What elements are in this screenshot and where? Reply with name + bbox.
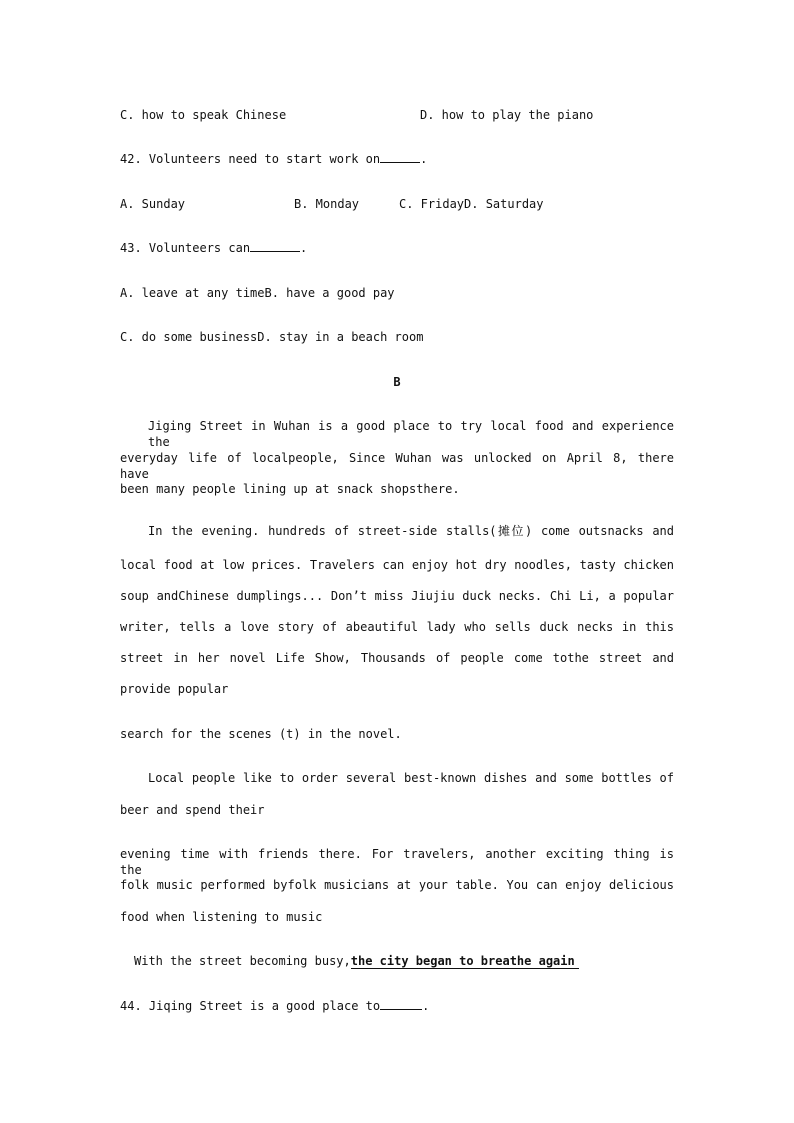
q42-end: . bbox=[420, 152, 428, 166]
q43-option-cd: C. do some businessD. stay in a beach room bbox=[120, 330, 424, 344]
paragraph-2-line-2: local food at low prices. Travelers can enjoy hot dry noodles, tasty chicken bbox=[120, 558, 674, 572]
q42-answer-blank bbox=[380, 151, 420, 163]
q44-end: . bbox=[422, 999, 430, 1013]
q44-stem: 44. Jiqing Street is a good place to bbox=[120, 999, 381, 1013]
paragraph-1-line-3: been many people lining up at snack shopsthere. bbox=[120, 482, 460, 496]
q42-option-cd: C. FridayD. Saturday bbox=[399, 197, 544, 211]
q44-stem-line bbox=[120, 998, 429, 1014]
q42-option-b: B. Monday bbox=[294, 197, 360, 211]
q43-answer-blank bbox=[250, 240, 300, 252]
q41-option-d: D. how to play the piano bbox=[420, 108, 594, 122]
q43-stem-line bbox=[120, 240, 307, 256]
paragraph-5-line-3: food when listening to music bbox=[120, 910, 323, 924]
underlined-phrase: the city began to breathe again bbox=[351, 954, 579, 969]
q43-option-ab: A. leave at any timeB. have a good pay bbox=[120, 286, 395, 300]
paragraph-4-line-2: beer and spend their bbox=[120, 803, 265, 817]
paragraph-2-line-3: soup andChinese dumplings... Don’t miss Jiujiu duck necks. Chi Li, a popular bbox=[120, 589, 674, 603]
paragraph-5-line-2: folk music performed byfolk musicians at your table. You can enjoy delicious bbox=[120, 878, 674, 892]
q42-stem: 42. Volunteers need to start work on bbox=[120, 152, 381, 166]
paragraph-5-line-1: evening time with friends there. For travelers, another exciting thing is the bbox=[120, 847, 674, 877]
section-heading: B bbox=[393, 375, 401, 389]
paragraph-4-line-1: Local people like to order several best-known dishes and some bottles of bbox=[148, 771, 674, 785]
q42-option-a: A. Sunday bbox=[120, 197, 186, 211]
paragraph-2-line-4: writer, tells a love story of abeautiful lady who sells duck necks in this bbox=[120, 620, 674, 634]
q43-stem: 43. Volunteers can bbox=[120, 241, 251, 255]
q44-answer-blank bbox=[380, 998, 422, 1010]
paragraph-2-line-5: street in her novel Life Show, Thousands of people come tothe street and bbox=[120, 651, 674, 665]
paragraph-2-line-1: In the evening. hundreds of street-side stalls(摊位) come outsnacks and bbox=[148, 524, 674, 538]
paragraph-3: search for the scenes (t) in the novel. bbox=[120, 727, 402, 741]
paragraph-6-text: With the street becoming busy, bbox=[134, 954, 351, 968]
q43-end: . bbox=[300, 241, 308, 255]
paragraph-2-line-6: provide popular bbox=[120, 682, 229, 696]
q41-option-c: C. how to speak Chinese bbox=[120, 108, 287, 122]
paragraph-1-line-2: everyday life of localpeople, Since Wuhan was unlocked on April 8, there have bbox=[120, 451, 674, 481]
paragraph-6 bbox=[134, 953, 579, 969]
paragraph-1-line-1: Jiging Street in Wuhan is a good place to try local food and experience the bbox=[148, 419, 674, 449]
q42-stem-line bbox=[120, 151, 427, 167]
